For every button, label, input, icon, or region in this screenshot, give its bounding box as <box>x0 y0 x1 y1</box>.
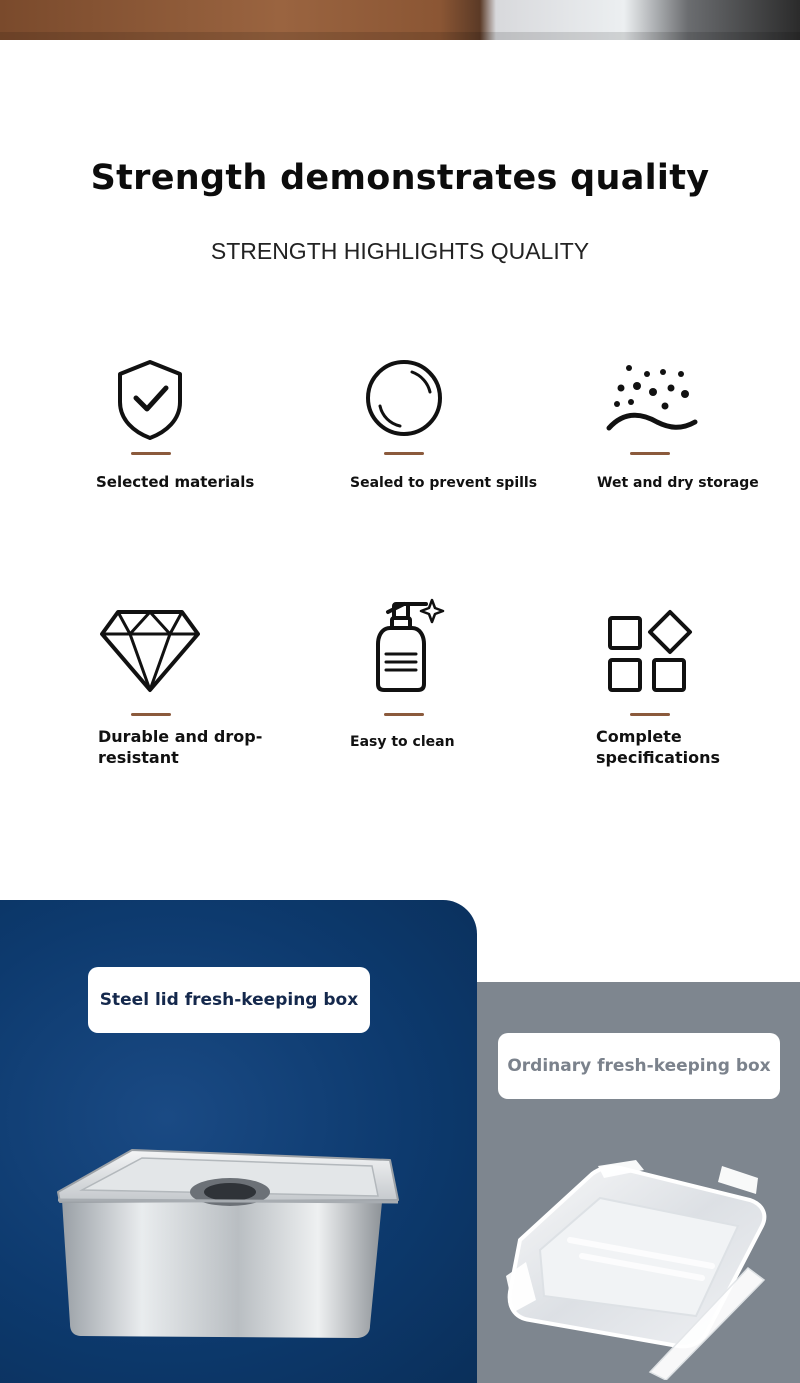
feature-specifications <box>596 604 796 774</box>
plastic-box-image <box>500 1160 780 1380</box>
diamond-icon <box>100 604 200 694</box>
feature-easy-clean <box>350 596 550 766</box>
section-title: Strength demonstrates quality <box>90 158 710 198</box>
section-subtitle: STRENGTH HIGHLIGHTS QUALITY <box>210 238 590 264</box>
grid-shapes-icon <box>598 604 698 694</box>
accent-rule <box>630 713 670 716</box>
accent-rule <box>384 452 424 455</box>
feature-durable <box>98 604 298 774</box>
feature-wet-dry <box>597 358 797 508</box>
accent-rule <box>384 713 424 716</box>
feature-label: Wet and dry storage <box>597 475 759 491</box>
shield-check-icon <box>96 358 196 448</box>
accent-rule <box>131 452 171 455</box>
steel-box-image <box>52 1140 412 1340</box>
top-banner-image <box>0 0 800 40</box>
feature-label: Selected materials <box>96 473 255 491</box>
accent-rule <box>630 452 670 455</box>
ordinary-box-label: Ordinary fresh-keeping box <box>498 1033 780 1099</box>
wet-dry-icon <box>605 358 705 448</box>
feature-selected-materials <box>96 358 296 508</box>
soap-bottle-icon <box>360 596 460 696</box>
accent-rule <box>131 713 171 716</box>
feature-label: Complete specifications <box>596 727 720 767</box>
steel-box-label: Steel lid fresh-keeping box <box>88 967 370 1033</box>
feature-label: Easy to clean <box>350 734 455 750</box>
feature-label: Durable and drop-resistant <box>98 727 263 767</box>
feature-label: Sealed to prevent spills <box>350 475 538 491</box>
seal-ring-icon <box>354 358 454 448</box>
feature-sealed <box>350 358 550 508</box>
